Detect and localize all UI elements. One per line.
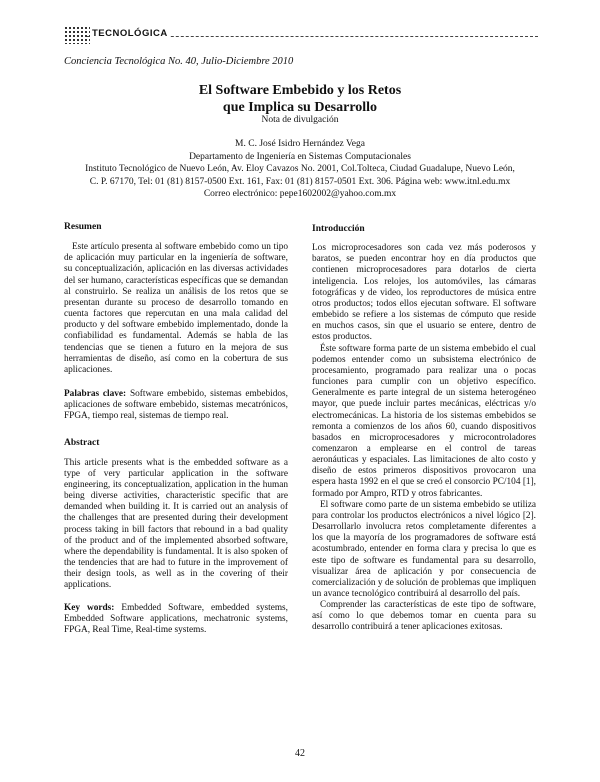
logo-dots-icon xyxy=(64,26,90,44)
intro-paragraph-2: Éste software forma parte de un sistema embebido el cual podemos entender como un subsistema electrónico de procesamiento, programado para realizar una o pocas funciones para cumplir con un objetivo específico. Generalmente es parte integral de un sistema heterogéneo mayor, que puede incluir partes mecánicas, eléctricas y/o electromecánicas. La historia de los sistemas embebidos se remonta a comienzos de los años 60, cuando dispositivos basados en microprocesadores y microcontroladores comenzaron a emplearse en el control de tareas aeronáuticas y espaciales. Las limitaciones de alto costo y diseño de estos primeros dispositivos provocaron una espera hasta 1992 en el que se creó el consorcio PC/104 [1], formado por Ampro, RTD y otros fabricantes. xyxy=(312,343,536,499)
author-name: M. C. José Isidro Hernández Vega xyxy=(235,139,365,149)
author-institution: Instituto Tecnológico de Nuevo León, Av. Eloy Cavazos No. 2001, Col.Tolteca, Ciudad Guadalupe, Nuevo León, xyxy=(85,164,515,174)
key-words-label: Key words: xyxy=(64,602,115,613)
journal-logo xyxy=(64,20,254,48)
introduccion-heading: Introducción xyxy=(312,224,365,234)
journal-citation: Conciencia Tecnológica No. 40, Julio-Diciembre 2010 xyxy=(64,56,294,67)
article-title-line2: que Implica su Desarrollo xyxy=(222,100,378,115)
resumen-body: Este artículo presenta al software embebido como un tipo de aplicación muy particular en la ingeniería de software, su conceptualización, aplicación en las diversas actividades del ser humano, características específicas que se demandan al construirlo. Se realiza un análisis de los retos que se presentan durante su proceso de desarrollo tomando en cuenta factores que repercutan en una mala calidad del producto y del software embebido implementado, donde la confiabilidad es fundamental. Además se habla de las tendencias que se tienen a futuro en la mejora de sus herramientas de diseño, así como en la cobertura de sus aplicaciones. xyxy=(64,242,288,375)
palabras-clave-text: Software embebido, sistemas embebidos, aplicaciones de software embebido, sistemas mecatrónicos, FPGA, tiempo real, sistemas de tiempo real. xyxy=(64,389,288,422)
logo-text: TECNOLÓGICA xyxy=(92,28,168,39)
key-words xyxy=(64,603,288,636)
author-address: C. P. 67170, Tel: 01 (81) 8157-0500 Ext. 161, Fax: 01 (81) 8157-0501 Ext. 306. Página web: www.itnl.edu.mx xyxy=(89,176,511,187)
palabras-clave xyxy=(64,389,288,422)
author-department: Departamento de Ingeniería en Sistemas Computacionales xyxy=(189,151,411,162)
key-words-text: Embedded Software, embedded systems, Embedded Software applications, mechatronic systems, FPGA, Real Time, Real-time systems. xyxy=(64,602,288,635)
right-column xyxy=(312,224,536,634)
left-column xyxy=(64,222,288,636)
author-email: Correo electrónico: pepe1602002@yahoo.com.mx xyxy=(203,189,397,199)
article-title-line1: El Software Embebido y los Retos xyxy=(198,83,402,98)
intro-paragraph-1: Los microprocesadores son cada vez más poderosos y baratos, se pueden encontrar hoy en día productos que contienen microprocesadores para dotarlos de cierta inteligencia. Los relojes, los automóviles, las cámaras fotográficas y de video, los reproductores de música entre otros productos; todos ellos ejecutan software. El software embebido se refiere a los sistemas de cómputo que reside en muchos casos, sin que el usuario se entere, dentro de estos productos. xyxy=(312,243,536,343)
resumen-heading: Resumen xyxy=(64,222,102,232)
abstract-body: This article presents what is the embedded software as a type of very particular application in the software engineering, its conceptualization, application in the human being diverse activities, characteristic specific that are demanded when building it. It is carried out an analysis of the challenges that are presented during their development process taking in bill factors that rebound in a bad quality of the product and of the implemented absorbed software, where the dependability is fundamental. It is also spoken of the tendencies that are had to future in the improvement of their design tools, as well as in the covering of their applications. xyxy=(64,457,288,591)
intro-paragraph-3: El software como parte de un sistema embebido se utiliza para controlar los productos electrónicos a nivel lógico [2]. Desarrollarlo involucra retos completamente diferentes a los que la mayoría de los programadores de software está acostumbrado, entender en forma clara y precisa lo que es este tipo de software es fundamental para su desarrollo, visualizar área de aplicación y por consecuencia de comercialización y de solución de problemas que impliquen un avance tecnológico contribuirá al desarrollo del país. xyxy=(312,499,536,599)
intro-paragraph-4: Comprender las características de este tipo de software, así como lo que debemos tomar en cuenta para su desarrollo contribuirá a tener aplicaciones exitosas. xyxy=(312,600,536,633)
journal-header xyxy=(64,20,538,50)
abstract-heading: Abstract xyxy=(64,437,100,448)
article-type: Nota de divulgación xyxy=(261,115,339,125)
page-number: 42 xyxy=(295,748,305,759)
author-block xyxy=(64,138,536,201)
palabras-clave-label: Palabras clave: xyxy=(64,389,127,400)
